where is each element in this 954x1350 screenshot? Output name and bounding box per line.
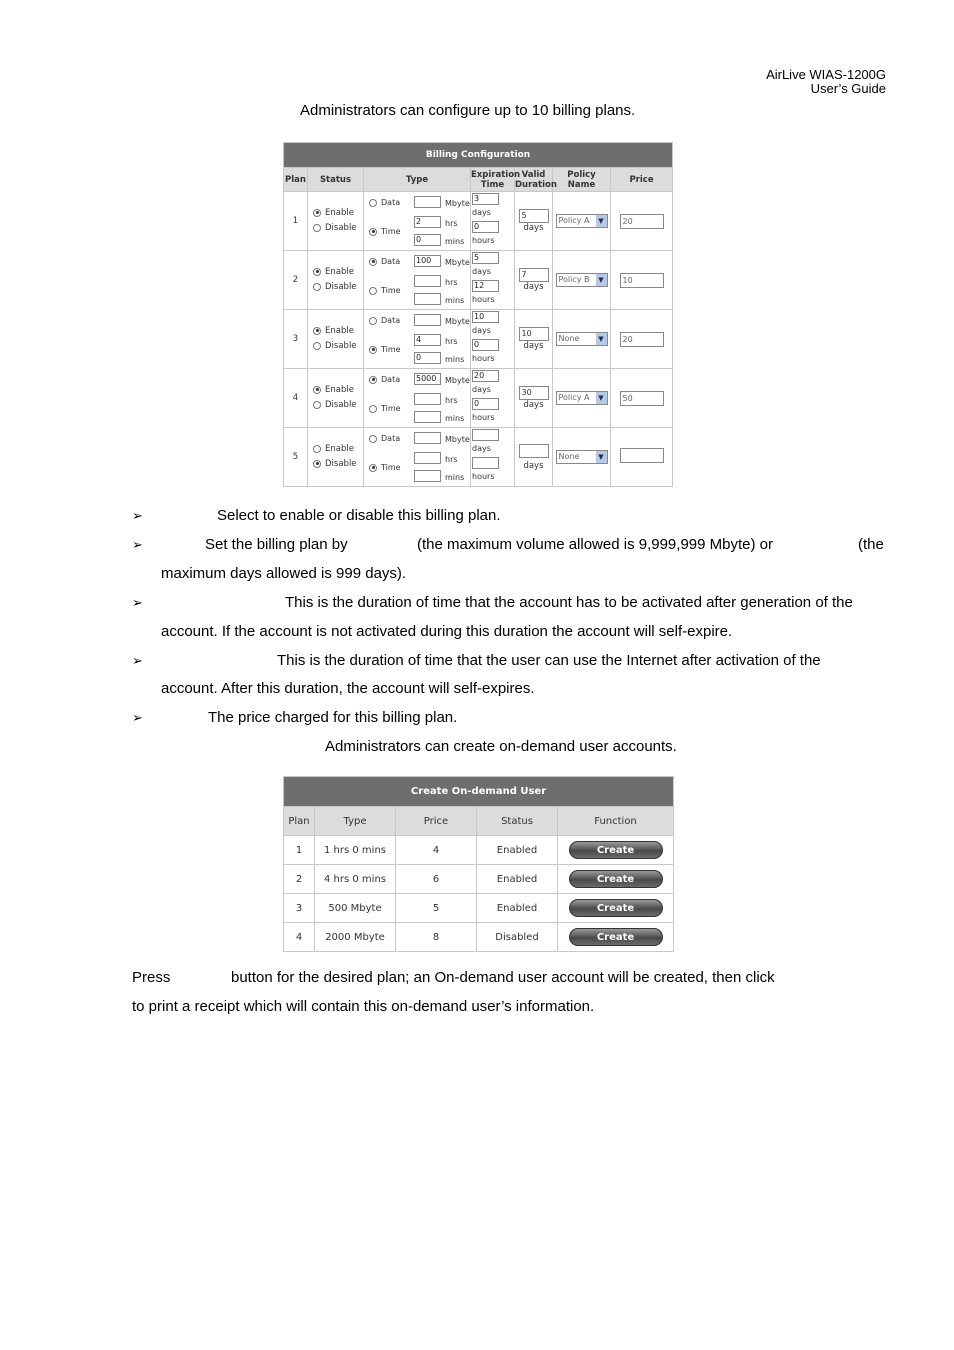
exp-hours-unit: hours <box>472 413 495 422</box>
mbyte-input[interactable] <box>414 432 441 444</box>
data-option[interactable]: Data <box>369 198 400 207</box>
time-radio[interactable] <box>369 228 377 236</box>
price-input[interactable]: 10 <box>620 273 664 288</box>
mins-input[interactable] <box>414 470 441 482</box>
bullet-arrow-icon: ➢ <box>132 508 143 523</box>
mbyte-input[interactable] <box>414 314 441 326</box>
price-cell <box>611 192 673 251</box>
valid-duration-input[interactable]: 10 <box>519 327 549 341</box>
time-option[interactable]: Time <box>369 345 401 354</box>
valid-days-unit: days <box>523 400 544 410</box>
ondemand-row <box>284 836 674 865</box>
chevron-down-icon[interactable]: ▼ <box>596 333 607 345</box>
page-header <box>766 68 886 96</box>
data-radio[interactable] <box>369 317 377 325</box>
exp-days-unit: days <box>472 326 491 335</box>
data-option[interactable]: Data <box>369 375 400 384</box>
enable-radio[interactable] <box>313 327 321 335</box>
hrs-unit: hrs <box>445 337 458 346</box>
mbyte-input[interactable]: 100 <box>414 255 441 267</box>
disable-option[interactable]: Disable <box>308 221 363 236</box>
od-type: 2000 Mbyte <box>315 923 396 952</box>
exp-hours-input[interactable]: 0 <box>472 339 499 351</box>
mins-unit: mins <box>445 355 465 364</box>
plan-number: 4 <box>284 369 308 428</box>
time-option[interactable]: Time <box>369 463 401 472</box>
od-status: Enabled <box>477 865 558 894</box>
exp-days-input[interactable] <box>472 429 499 441</box>
disable-option[interactable]: Disable <box>308 457 363 472</box>
ondemand-row <box>284 865 674 894</box>
exp-hours-input[interactable]: 0 <box>472 221 499 233</box>
hrs-input[interactable] <box>414 393 441 405</box>
hrs-input[interactable]: 2 <box>414 216 441 228</box>
mbyte-unit: Mbyte <box>445 258 470 267</box>
time-option[interactable]: Time <box>369 227 401 236</box>
type-cell <box>364 251 471 310</box>
chevron-down-icon[interactable]: ▼ <box>596 274 607 286</box>
enable-option[interactable]: Enable <box>308 265 363 280</box>
billing-title: Billing Configuration <box>284 143 673 168</box>
disable-option[interactable]: Disable <box>308 280 363 295</box>
price-cell <box>611 369 673 428</box>
time-radio[interactable] <box>369 287 377 295</box>
ondemand-title: Create On-demand User <box>284 777 674 807</box>
bullet-status: Select to enable or disable this billing plan. <box>217 507 501 524</box>
status-cell <box>308 369 364 428</box>
od-col-type: Type <box>315 807 396 836</box>
hrs-input[interactable] <box>414 452 441 464</box>
exp-hours-unit: hours <box>472 472 495 481</box>
od-function <box>558 894 674 923</box>
expiration-cell <box>471 251 515 310</box>
col-expiration: Expiration Time <box>471 169 521 190</box>
expiration-cell <box>471 428 515 487</box>
exp-hours-unit: hours <box>472 236 495 245</box>
od-type: 500 Mbyte <box>315 894 396 923</box>
mins-input[interactable] <box>414 293 441 305</box>
billing-row <box>284 369 673 428</box>
policy-cell <box>553 310 611 369</box>
od-price: 5 <box>396 894 477 923</box>
od-plan: 4 <box>284 923 315 952</box>
plan-number: 2 <box>284 251 308 310</box>
exp-hours-unit: hours <box>472 295 495 304</box>
exp-hours-input[interactable] <box>472 457 499 469</box>
mins-unit: mins <box>445 473 465 482</box>
exp-days-input[interactable]: 3 <box>472 193 499 205</box>
mins-unit: mins <box>445 414 465 423</box>
mins-unit: mins <box>445 296 465 305</box>
billing-intro: Administrators can configure up to 10 billing plans. <box>300 102 636 119</box>
exp-days-input[interactable]: 5 <box>472 252 499 264</box>
bullet-arrow-icon: ➢ <box>132 653 143 668</box>
time-radio[interactable] <box>369 405 377 413</box>
valid-duration-input[interactable] <box>519 444 549 458</box>
plan-number: 3 <box>284 310 308 369</box>
data-radio[interactable] <box>369 376 377 384</box>
hrs-unit: hrs <box>445 455 458 464</box>
disable-radio[interactable] <box>313 224 321 232</box>
bullet-type-time: (the <box>858 536 884 553</box>
bullet-arrow-icon: ➢ <box>132 537 143 552</box>
price-input[interactable]: 50 <box>620 391 664 406</box>
valid-days-unit: days <box>523 460 544 471</box>
hrs-unit: hrs <box>445 278 458 287</box>
expiration-cell <box>471 369 515 428</box>
enable-radio[interactable] <box>313 386 321 394</box>
mbyte-unit: Mbyte <box>445 376 470 385</box>
valid-duration-cell <box>515 369 553 428</box>
price-input[interactable]: 20 <box>620 332 664 347</box>
policy-select[interactable]: None ▼ <box>556 450 608 464</box>
exp-days-unit: days <box>472 208 491 217</box>
bullet-type-cont: maximum days allowed is 999 days). <box>161 565 407 582</box>
bullet-arrow-icon: ➢ <box>132 595 143 610</box>
enable-radio[interactable] <box>313 445 321 453</box>
ondemand-row <box>284 894 674 923</box>
col-valid-duration: Valid Duration <box>515 169 557 190</box>
chevron-down-icon[interactable]: ▼ <box>596 215 607 227</box>
mins-input[interactable]: 0 <box>414 352 441 364</box>
billing-row <box>284 428 673 487</box>
enable-radio[interactable] <box>313 209 321 217</box>
od-function <box>558 836 674 865</box>
valid-duration-input[interactable]: 7 <box>519 268 549 282</box>
header-product: AirLive WIAS-1200G <box>766 67 886 82</box>
footer-line2: to print a receipt which will contain this on-demand user’s information. <box>132 998 595 1015</box>
od-price: 6 <box>396 865 477 894</box>
valid-duration-cell <box>515 251 553 310</box>
plan-number: 5 <box>284 428 308 487</box>
policy-cell <box>553 428 611 487</box>
footer-line1: button for the desired plan; an On-demand user account will be created, then click <box>231 969 775 986</box>
hrs-input[interactable]: 4 <box>414 334 441 346</box>
price-cell <box>611 428 673 487</box>
data-radio[interactable] <box>369 435 377 443</box>
col-policy: Policy Name <box>553 168 611 192</box>
disable-radio[interactable] <box>313 460 321 468</box>
expiration-cell <box>471 310 515 369</box>
valid-days-unit: days <box>523 341 544 351</box>
enable-option[interactable]: Enable <box>308 383 363 398</box>
valid-duration-cell <box>515 310 553 369</box>
bullet-valid-cont: account. After this duration, the account will self-expires. <box>161 680 535 697</box>
data-radio[interactable] <box>369 199 377 207</box>
policy-select[interactable]: None ▼ <box>556 332 608 346</box>
exp-days-input[interactable]: 10 <box>472 311 499 323</box>
disable-radio[interactable] <box>313 283 321 291</box>
hrs-input[interactable] <box>414 275 441 287</box>
od-price: 8 <box>396 923 477 952</box>
od-type: 4 hrs 0 mins <box>315 865 396 894</box>
bullet-valid: This is the duration of time that the user can use the Internet after activation of the <box>277 652 821 669</box>
mbyte-unit: Mbyte <box>445 435 470 444</box>
policy-select[interactable]: Policy A ▼ <box>556 214 608 228</box>
billing-row <box>284 310 673 369</box>
policy-cell <box>553 192 611 251</box>
exp-hours-input[interactable]: 12 <box>472 280 499 292</box>
billing-configuration-table <box>283 142 673 487</box>
mbyte-unit: Mbyte <box>445 317 470 326</box>
bullet-type-data: (the maximum volume allowed is 9,999,999 Mbyte) or <box>417 536 773 553</box>
valid-days-unit: days <box>523 282 544 292</box>
data-option[interactable]: Data <box>369 257 400 266</box>
valid-duration-input[interactable]: 5 <box>519 209 549 223</box>
type-cell <box>364 310 471 369</box>
policy-cell <box>553 369 611 428</box>
hrs-unit: hrs <box>445 219 458 228</box>
od-col-status: Status <box>477 807 558 836</box>
status-cell <box>308 192 364 251</box>
valid-duration-cell <box>515 428 553 487</box>
mins-input[interactable]: 0 <box>414 234 441 246</box>
ondemand-row <box>284 923 674 952</box>
create-button[interactable]: Create <box>569 841 663 859</box>
bullet-price: The price charged for this billing plan. <box>208 709 458 726</box>
mbyte-unit: Mbyte <box>445 199 470 208</box>
col-plan: Plan <box>284 168 308 192</box>
time-radio[interactable] <box>369 346 377 354</box>
footer-press: Press <box>132 969 171 986</box>
billing-row <box>284 192 673 251</box>
plan-number: 1 <box>284 192 308 251</box>
od-price: 4 <box>396 836 477 865</box>
disable-radio[interactable] <box>313 342 321 350</box>
ondemand-user-table <box>283 776 674 952</box>
chevron-down-icon[interactable]: ▼ <box>596 392 607 404</box>
bullet-type: Set the billing plan by <box>205 536 348 553</box>
mbyte-input[interactable] <box>414 196 441 208</box>
od-col-plan: Plan <box>284 807 315 836</box>
od-status: Disabled <box>477 923 558 952</box>
type-cell <box>364 369 471 428</box>
policy-cell <box>553 251 611 310</box>
bullet-arrow-icon: ➢ <box>132 710 143 725</box>
type-cell <box>364 192 471 251</box>
disable-option[interactable]: Disable <box>308 398 363 413</box>
status-cell <box>308 251 364 310</box>
od-col-price: Price <box>396 807 477 836</box>
mins-unit: mins <box>445 237 465 246</box>
bullet-expiration: This is the duration of time that the account has to be activated after generation of the <box>285 594 853 611</box>
price-input[interactable] <box>620 448 664 463</box>
policy-select[interactable]: Policy B ▼ <box>556 273 608 287</box>
bullet-expiration-cont: account. If the account is not activated during this duration the account will self-expire. <box>161 623 733 640</box>
create-button[interactable]: Create <box>569 870 663 888</box>
exp-hours-input[interactable]: 0 <box>472 398 499 410</box>
enable-option[interactable]: Enable <box>308 442 363 457</box>
data-radio[interactable] <box>369 258 377 266</box>
od-function <box>558 923 674 952</box>
data-option[interactable]: Data <box>369 316 400 325</box>
od-status: Enabled <box>477 894 558 923</box>
policy-select[interactable]: Policy A ▼ <box>556 391 608 405</box>
exp-days-input[interactable]: 20 <box>472 370 499 382</box>
header-guide: User’s Guide <box>810 81 886 96</box>
billing-row <box>284 251 673 310</box>
od-status: Enabled <box>477 836 558 865</box>
exp-days-unit: days <box>472 385 491 394</box>
enable-radio[interactable] <box>313 268 321 276</box>
enable-option[interactable]: Enable <box>308 206 363 221</box>
exp-hours-unit: hours <box>472 354 495 363</box>
time-option[interactable]: Time <box>369 404 401 413</box>
od-type: 1 hrs 0 mins <box>315 836 396 865</box>
status-cell <box>308 310 364 369</box>
price-cell <box>611 310 673 369</box>
hrs-unit: hrs <box>445 396 458 405</box>
valid-duration-cell <box>515 192 553 251</box>
disable-radio[interactable] <box>313 401 321 409</box>
col-type: Type <box>364 168 471 192</box>
od-function <box>558 865 674 894</box>
status-cell <box>308 428 364 487</box>
expiration-cell <box>471 192 515 251</box>
price-cell <box>611 251 673 310</box>
col-status: Status <box>308 168 364 192</box>
data-option[interactable]: Data <box>369 434 400 443</box>
create-button[interactable]: Create <box>569 899 663 917</box>
exp-days-unit: days <box>472 444 491 453</box>
mbyte-input[interactable]: 5000 <box>414 373 441 385</box>
ondemand-intro: Administrators can create on-demand user accounts. <box>325 738 677 755</box>
price-input[interactable]: 20 <box>620 214 664 229</box>
chevron-down-icon[interactable]: ▼ <box>596 451 607 463</box>
create-button[interactable]: Create <box>569 928 663 946</box>
od-plan: 1 <box>284 836 315 865</box>
od-plan: 2 <box>284 865 315 894</box>
exp-days-unit: days <box>472 267 491 276</box>
col-price: Price <box>611 168 673 192</box>
disable-option[interactable]: Disable <box>308 339 363 354</box>
mins-input[interactable] <box>414 411 441 423</box>
od-plan: 3 <box>284 894 315 923</box>
enable-option[interactable]: Enable <box>308 324 363 339</box>
valid-days-unit: days <box>523 223 544 233</box>
type-cell <box>364 428 471 487</box>
time-radio[interactable] <box>369 464 377 472</box>
time-option[interactable]: Time <box>369 286 401 295</box>
od-col-function: Function <box>558 807 674 836</box>
valid-duration-input[interactable]: 30 <box>519 386 549 400</box>
